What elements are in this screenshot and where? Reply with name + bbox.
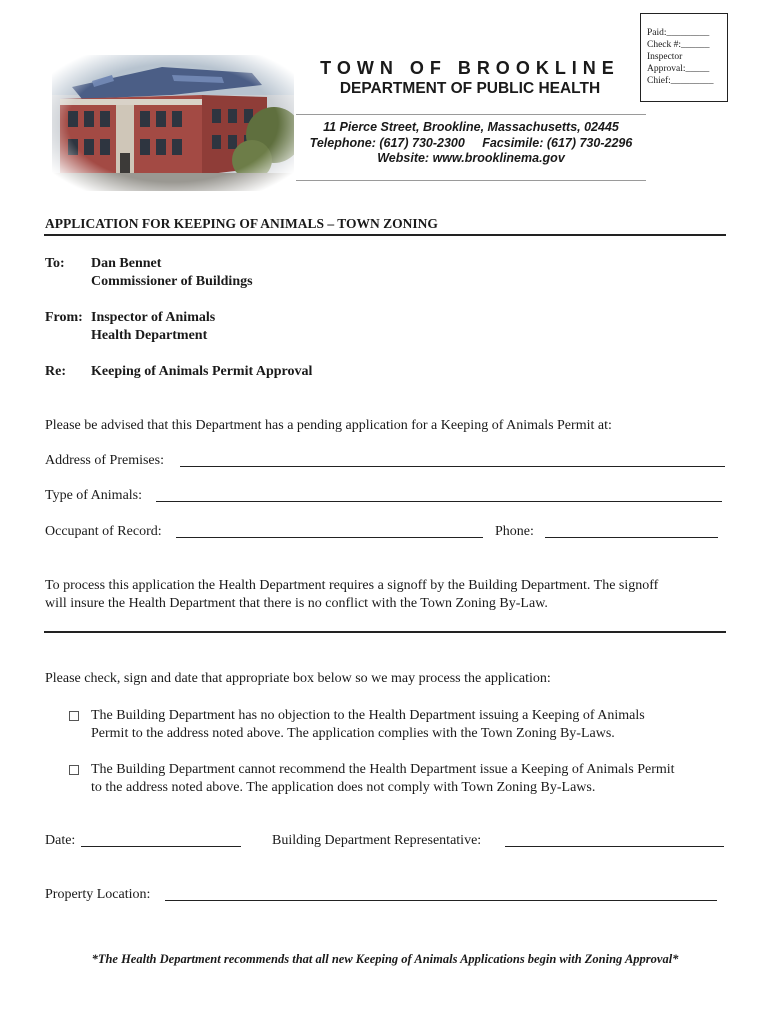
form-title: APPLICATION FOR KEEPING OF ANIMALS – TOWN ZONING [45, 216, 438, 231]
option-1-line-1: The Building Department has no objection to the Health Department issuing a Keeping of Animals [91, 708, 645, 723]
date-label: Date: [45, 833, 76, 848]
checkbox-icon[interactable] [69, 765, 79, 775]
option-cannot-recommend [91, 761, 731, 797]
type-input-line[interactable] [156, 501, 722, 502]
check-instruction: Please check, sign and date that appropriate box below so we may process the application: [45, 671, 551, 686]
address-input-line[interactable] [180, 466, 725, 467]
contact-website: Website: www.brooklinema.gov [377, 151, 565, 165]
town-name: TOWN OF BROOKLINE [320, 58, 620, 78]
phone-label: Phone: [495, 524, 534, 539]
chief-field: Chief:_________ [647, 76, 714, 86]
address-row [45, 453, 164, 469]
option-2-line-1: The Building Department cannot recommend the Health Department issue a Keeping of Animals Permit [91, 762, 675, 777]
contact-phones [296, 136, 646, 150]
approval-field: Approval:_____ [647, 64, 710, 74]
contact-address: 11 Pierce Street, Brookline, Massachusetts, 02445 [323, 120, 619, 134]
process-paragraph [45, 577, 735, 613]
to-name: Dan Bennet [91, 256, 162, 271]
re-text: Keeping of Animals Permit Approval [91, 364, 313, 379]
phone-input-line[interactable] [545, 537, 718, 538]
footer-note: *The Health Department recommends that all new Keeping of Animals Applications begin with Zoning Approval* [91, 952, 679, 966]
title-rule [44, 234, 726, 236]
inspector-label: Inspector [647, 52, 683, 62]
from-label: From: [45, 310, 83, 325]
header-divider-bottom [296, 180, 646, 181]
option-1-line-2: Permit to the address noted above. The application complies with the Town Zoning By-Laws. [91, 726, 615, 741]
checkbox-icon[interactable] [69, 711, 79, 721]
process-line-1: To process this application the Health Department requires a signoff by the Building Department. The signoff [45, 578, 659, 593]
to-label: To: [45, 256, 65, 271]
paid-field: Paid:_________ [647, 28, 710, 38]
check-number-field: Check #:______ [647, 40, 710, 50]
from-name: Inspector of Animals [91, 310, 216, 325]
address-label: Address of Premises: [45, 453, 164, 468]
re-label: Re: [45, 364, 66, 379]
department-name: DEPARTMENT OF PUBLIC HEALTH [339, 80, 601, 97]
intro-text: Please be advised that this Department has a pending application for a Keeping of Animals Permit at: [45, 418, 612, 433]
from-title: Health Department [91, 328, 208, 343]
facsimile: Facsimile: (617) 730-2296 [482, 136, 633, 150]
type-label: Type of Animals: [45, 488, 143, 503]
telephone: Telephone: (617) 730-2300 [309, 136, 465, 150]
process-line-2: will insure the Health Department that there is no conflict with the Town Zoning By-Law. [45, 596, 548, 611]
date-input-line[interactable] [81, 846, 241, 847]
option-no-objection [91, 707, 731, 743]
section-rule [44, 631, 726, 633]
to-title: Commissioner of Buildings [91, 274, 253, 289]
occupant-label: Occupant of Record: [45, 524, 162, 539]
property-input-line[interactable] [165, 900, 717, 901]
representative-input-line[interactable] [505, 846, 724, 847]
option-2-line-2: to the address noted above. The application does not comply with Town Zoning By-Laws. [91, 780, 596, 795]
property-label: Property Location: [45, 887, 151, 902]
office-use-box [640, 13, 728, 102]
representative-label: Building Department Representative: [272, 833, 482, 848]
header-divider-top [296, 114, 646, 115]
occupant-input-line[interactable] [176, 537, 483, 538]
type-row [45, 488, 142, 504]
building-photo [52, 55, 294, 191]
